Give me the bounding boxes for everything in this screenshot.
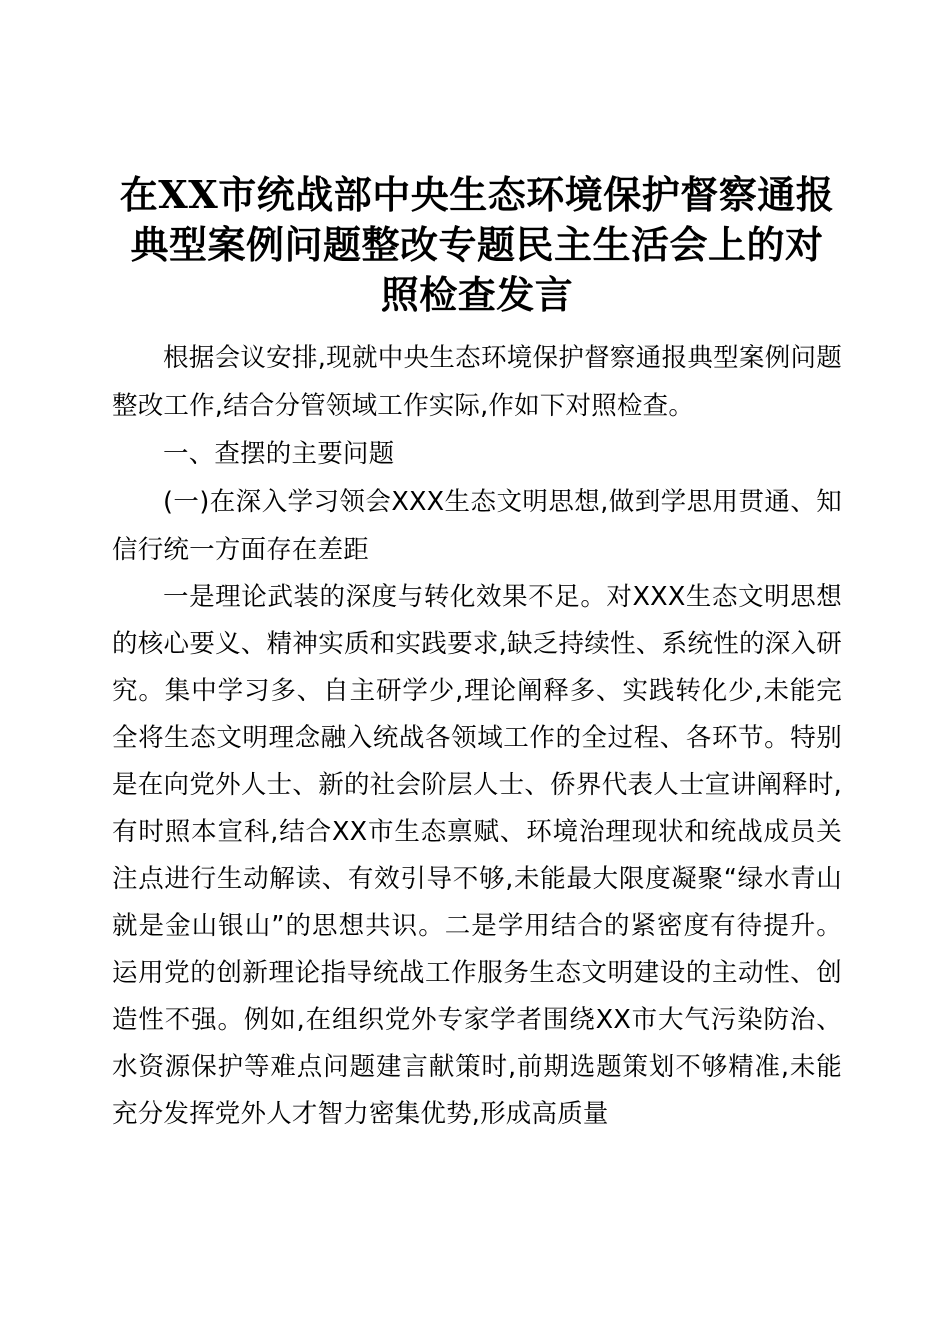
paragraph-subsection-heading-one: (一)在深入学习领会XXX生态文明思想,做到学思用贯通、知信行统一方面存在差距 xyxy=(112,487,842,565)
paragraph-body-one: 一是理论武装的深度与转化效果不足。对XXX生态文明思想的核心要义、精神实质和实践要求,缺乏持续性、系统性的深入研究。集中学习多、自主研学少,理论阐释多、实践转化少,未能完全将生态文明理念融入统战各领域工作的全过程、各环节。特别是在向党外人士、新的社会阶层人士、侨界代表人士宣讲阐释时,有时照本宣科,结合XX市生态禀赋、环境治理现状和统战成员关注点进行生动解读、有效引导不够,未能最大限度凝聚“绿水青山就是金山银山”的思想共识。二是学用结合的紧密度有待提升。运用党的创新理论指导统战工作服务生态文明建设的主动性、创造性不强。例如,在组织党外专家学者围绕XX市大气污染防治、水资源保护等难点问题建言献策时,前期选题策划不够精准,未能充分发挥党外人才智力密集优势,形成高质量 xyxy=(112,582,842,1129)
paragraph-intro: 根据会议安排,现就中央生态环境保护督察通报典型案例问题整改工作,结合分管领域工作实际,作如下对照检查。 xyxy=(112,343,842,421)
page-title: 在XX市统战部中央生态环境保护督察通报典型案例问题整改专题民主生活会上的对照检查发言 xyxy=(119,172,835,317)
paragraph-section-heading-one: 一、查摆的主要问题 xyxy=(163,439,395,469)
